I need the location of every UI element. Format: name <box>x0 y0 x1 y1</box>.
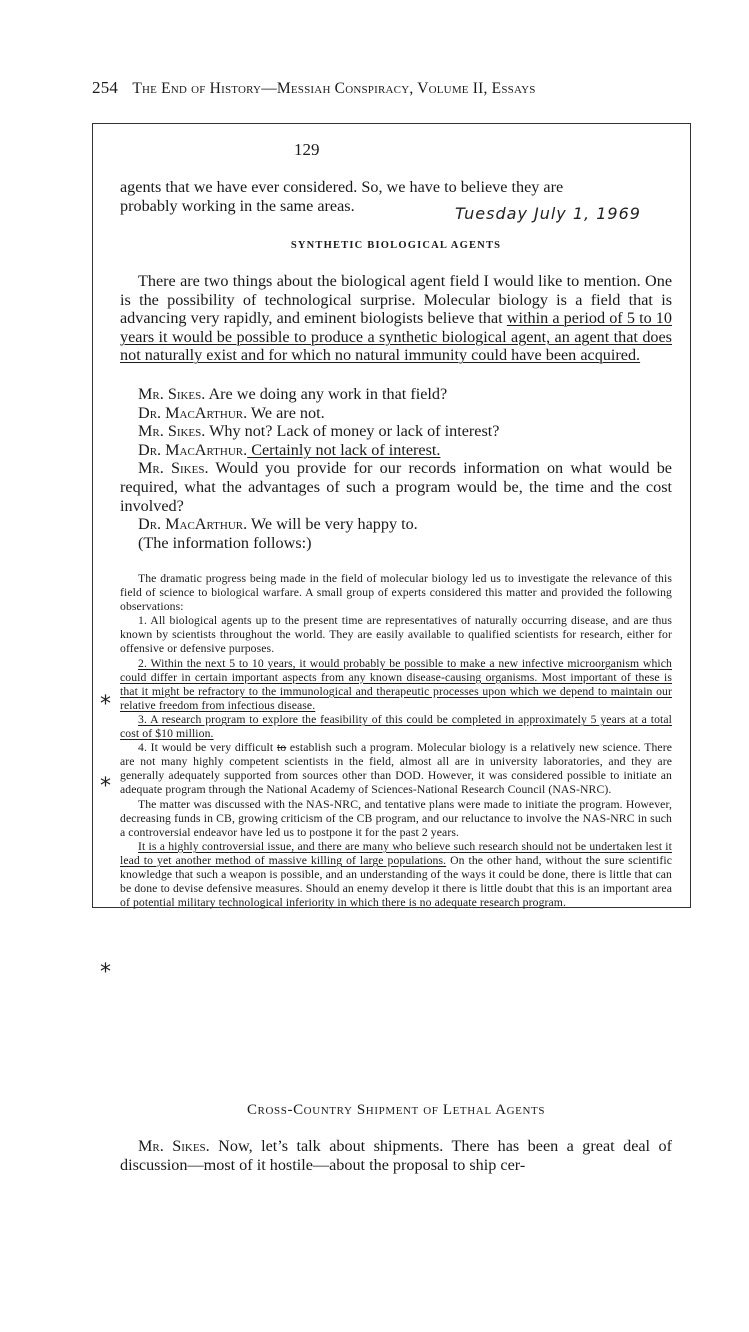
opening-line-1: agents that we have ever considered. So, we have to believe they are <box>120 178 564 196</box>
asterisk-mark: * <box>100 692 111 717</box>
small-print <box>120 572 672 910</box>
asterisk-mark: * <box>100 774 111 799</box>
para1-intro: There are two things about the biological agent field I would like to mention. One is the possibility of technological surprise. Molecular biology is a field that is advancing very rapidly, and eminent biologists believe that <box>120 272 672 328</box>
closing-para <box>120 1137 672 1174</box>
speech-text: We will be very happy to. <box>247 515 418 534</box>
item-3-text: 3. A research program to explore the feasibility of this could be completed in approximately 5 years at a total cost of $10 million. <box>120 712 672 741</box>
dialogue-line <box>120 459 672 515</box>
section-head-block <box>120 1102 672 1119</box>
dialogue-line <box>120 422 672 441</box>
book-title: The End of History—Messiah Conspiracy, Volume II, Essays <box>132 80 536 97</box>
para1 <box>120 272 672 365</box>
asterisk-mark: * <box>100 960 111 985</box>
speaker-name: Dr. MacArthur. <box>138 515 248 534</box>
speaker-name: Mr. Sikes. <box>138 422 206 441</box>
speech-text: We are not. <box>247 403 325 422</box>
shipment-section-head: Cross-Country Shipment of Lethal Agents <box>246 1102 546 1118</box>
speech-text: Are we doing any work in that field? <box>205 385 448 403</box>
controversial-rest: On the other hand, without the sure scientific knowledge that such a weapon is possible, and an understanding of the ways it could be done, there is little that can be done to devise defensive measures. Should an enemy develop it there is little doubt that this is an important area of potential military technological inferiority in which there is no adequate research program. <box>120 853 673 910</box>
handwritten-date: Tuesday July 1, 1969 <box>455 204 641 223</box>
speaker-name: Mr. Sikes. <box>138 459 209 478</box>
speaker-name: Mr. Sikes. <box>138 385 206 403</box>
dialogue <box>120 385 672 552</box>
para1-text <box>120 272 672 365</box>
opening-line-2: probably working in the same areas. <box>120 196 355 215</box>
synthetic-agents-subhead: SYNTHETIC BIOLOGICAL AGENTS <box>290 240 502 251</box>
speaker-name: Dr. MacArthur. <box>138 403 248 422</box>
item-4-pre: 4. It would be very difficult <box>138 741 277 755</box>
subhead-block <box>120 240 672 251</box>
para-controversial <box>120 840 672 910</box>
item-4-post: establish such a program. Molecular biology is a relatively new science. There are not many highly competent scientists in the field, almost all are in university laboratories, and they are generally adequately supported from sources other than DOD. However, it was considered possible to initiate an adequate program through the National Academy of Sciences-National Research Council (NAS-NRC). <box>120 741 672 797</box>
small-intro: The dramatic progress being made in the field of molecular biology led us to investigate the relevance of this field of science to biological warfare. A small group of experts considered this matter and provided the following observations: <box>120 572 672 614</box>
running-head <box>92 78 692 98</box>
dialogue-line <box>120 515 672 534</box>
speech-text: Certainly not lack of interest. <box>247 440 441 459</box>
item-4 <box>120 741 672 797</box>
dialogue-line <box>120 385 672 404</box>
info-follows: (The information follows:) <box>138 533 312 552</box>
item-2-text: 2. Within the next 5 to 10 years, it would probably be possible to make a new infective microorganism which could differ in certain important aspects from any known disease-causing organisms. Most important of these is that it might be refractory to the immunological and therapeutic processes upon which we depend to maintain our relative freedom from infectious disease. <box>120 656 672 712</box>
dialogue-line <box>120 441 672 460</box>
dialogue-line <box>120 404 672 423</box>
para-nas: The matter was discussed with the NAS-NRC, and tentative plans were made to initiate the program. However, decreasing funds in CB, growing criticism of the CB program, and our reluctance to involve the NAS-NRC in such a controversial endeavor have led us to postpone it for the past 2 years. <box>120 797 672 839</box>
book-page-number: 254 <box>92 78 119 97</box>
speaker-name: Mr. Sikes. <box>138 1137 210 1155</box>
speech-text: Now, let’s talk about shipments. There has been a great deal of discussion—most of it hostile—about the proposal to ship cer- <box>120 1137 672 1174</box>
speech-text: Why not? Lack of money or lack of interest? <box>205 422 500 441</box>
speaker-name: Dr. MacArthur. <box>138 440 248 459</box>
controversial-underlined: It is a highly controversial issue, and there are many who believe such research should not be undertaken lest it lead to yet another method of massive killing of large populations. <box>120 839 672 867</box>
item-2 <box>120 657 672 713</box>
item-4-struck: to <box>276 741 287 755</box>
speech-text: Would you provide for our records information on what would be required, what the advantages of such a program would be, the time and the cost involved? <box>120 459 672 515</box>
item-3 <box>120 713 672 741</box>
closing-text <box>120 1137 672 1174</box>
document-page-number: 129 <box>294 140 320 159</box>
para1-underlined: within a period of 5 to 10 years it would be possible to produce a synthetic biological agent, an agent that does not naturally exist and for which no natural immunity could have been acquired. <box>120 309 672 365</box>
item-1: 1. All biological agents up to the present time are representatives of naturally occurring disease, and are thus known by scientists throughout the world. They are easily available to qualified scientists for research, either for offensive or defensive purposes. <box>120 614 672 656</box>
